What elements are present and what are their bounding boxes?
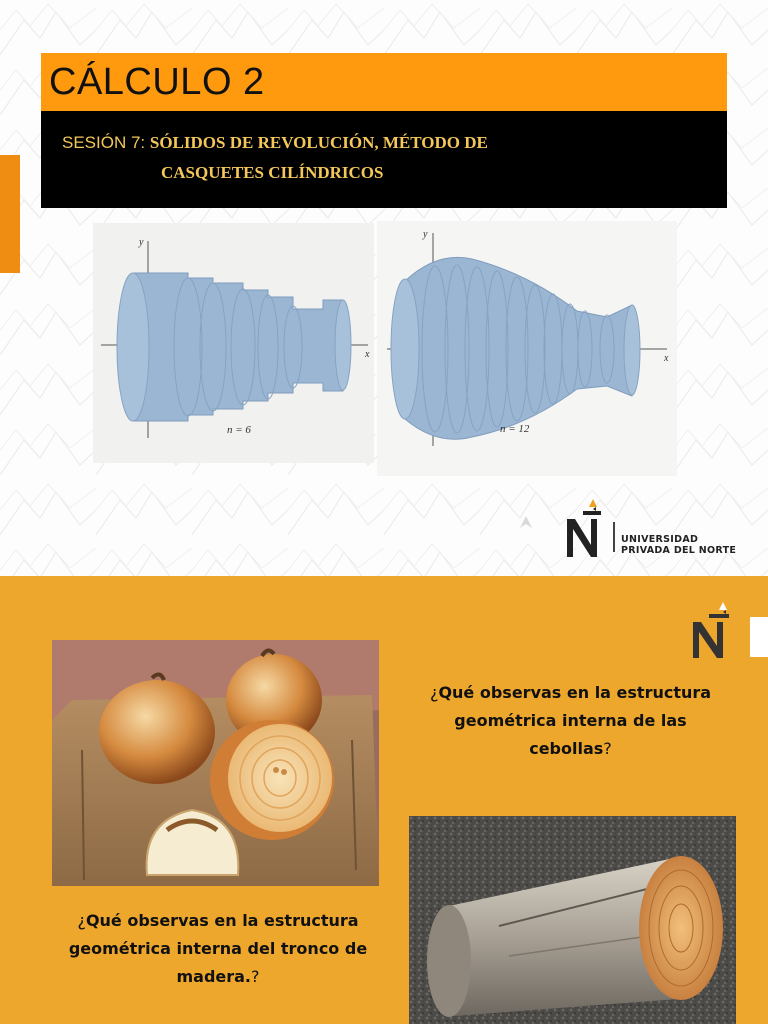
session-label: SESIÓN 7: bbox=[62, 133, 150, 152]
x-axis-label: x bbox=[664, 353, 669, 364]
question-open-mark: ¿ bbox=[77, 911, 86, 930]
question-close-mark: ? bbox=[603, 739, 612, 758]
question-close-mark: ? bbox=[251, 967, 260, 986]
onion-illustration bbox=[52, 640, 379, 886]
solid-figure-n6 bbox=[93, 223, 374, 463]
slide-title: CÁLCULO 2 bbox=[49, 61, 265, 103]
university-logo bbox=[563, 497, 763, 559]
solid-figure-n12 bbox=[377, 221, 677, 476]
figure-label-n6: n = 6 bbox=[227, 424, 251, 436]
subtitle-bar bbox=[41, 111, 727, 208]
subtitle-line-1 bbox=[62, 133, 488, 153]
upn-logo-icon bbox=[563, 497, 607, 559]
question-open-mark: ¿ bbox=[429, 683, 439, 702]
slide-questions bbox=[0, 576, 768, 1024]
y-axis-label: y bbox=[139, 237, 144, 248]
question-onions bbox=[418, 679, 723, 763]
subtitle-line-2: CASQUETES CILÍNDRICOS bbox=[161, 163, 384, 182]
title-bar bbox=[41, 53, 727, 111]
left-accent-bar bbox=[0, 155, 20, 273]
session-topic: SÓLIDOS DE REVOLUCIÓN, MÉTODO DE bbox=[149, 133, 488, 152]
upn-logo-small-icon bbox=[689, 600, 733, 660]
university-name-line-2: PRIVADA DEL NORTE bbox=[621, 545, 737, 556]
question-wood-text: Qué observas en la estructura geométrica interna del tronco de madera. bbox=[68, 911, 368, 986]
solid-illustration-n12 bbox=[377, 221, 677, 476]
x-axis-label: x bbox=[365, 349, 370, 360]
solid-illustration-n6 bbox=[93, 223, 374, 463]
y-axis-label: y bbox=[423, 229, 428, 240]
logo-divider bbox=[613, 522, 615, 552]
question-wood bbox=[48, 907, 388, 991]
onion-photo bbox=[52, 640, 379, 886]
university-name-line-1: UNIVERSIDAD bbox=[621, 534, 699, 545]
university-name bbox=[621, 534, 736, 556]
wood-log-illustration bbox=[409, 816, 736, 1024]
question-onions-text: Qué observas en la estructura geométrica interna de las cebollas bbox=[438, 683, 712, 758]
wood-log-photo bbox=[409, 816, 736, 1024]
figure-label-n12: n = 12 bbox=[500, 423, 530, 435]
right-notch bbox=[750, 617, 768, 657]
